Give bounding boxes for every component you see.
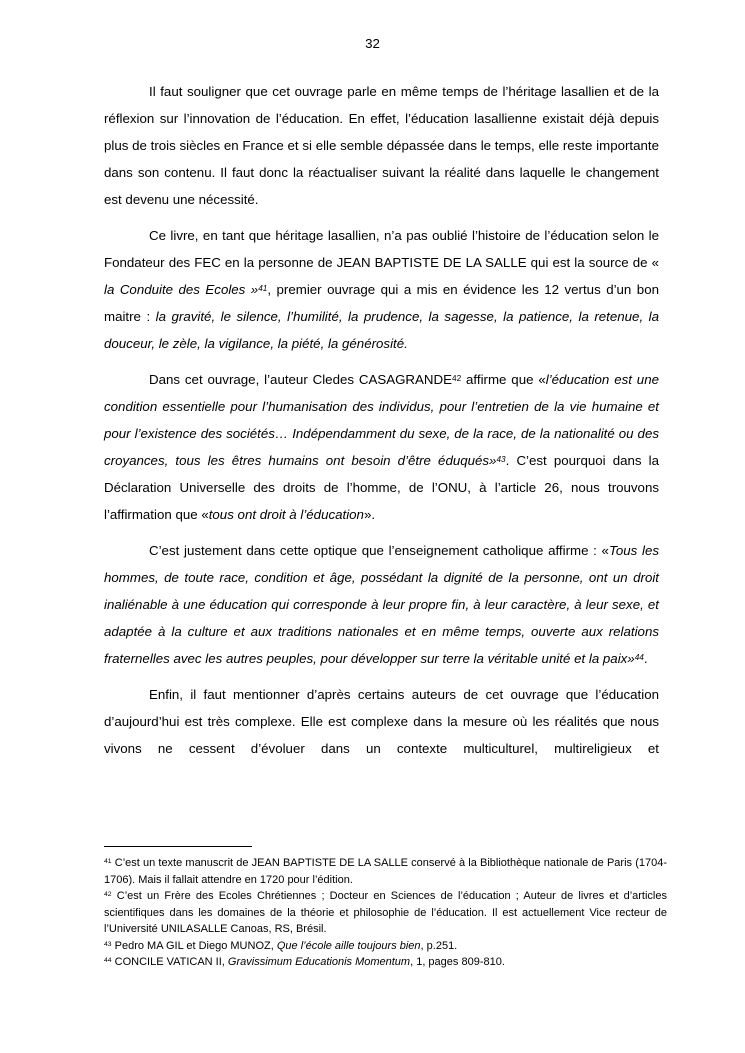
text-run: CONCILE VATICAN II, (111, 956, 228, 968)
footnote-43 (104, 938, 667, 955)
footnote-44 (104, 954, 667, 971)
text-run: Pedro MA GIL et Diego MUNOZ, (111, 939, 277, 952)
text-run-italic: Que l’école aille toujours bien (276, 939, 421, 952)
footnote-41 (104, 855, 667, 888)
text-run: affirme que « (461, 372, 546, 387)
paragraph-3 (104, 366, 659, 528)
text-run-italic: Gravissimum Educationis Momentum (227, 956, 411, 968)
text-run: Enfin, il faut mentionner d’après certains auteurs de cet ouvrage que l’éducation d’aujourd’hui est très complexe. Elle est complexe dans la mesure où les réalités que nous vivons ne cessent d’évoluer dans un contexte multiculturel, multireligieux et (104, 687, 659, 756)
footnote-marker: 44 (104, 957, 112, 965)
paragraph-4 (104, 537, 659, 672)
text-run-italic: la Conduite des Ecoles » (104, 282, 259, 297)
paragraph-2 (104, 222, 659, 357)
text-run: C’est un texte manuscrit de JEAN BAPTISTE DE LA SALLE conservé à la Bibliothèque nationale de Paris (1704-1706). Mais il fallait attendre en 1720 pour l’édition. (104, 857, 667, 886)
text-run: . (643, 651, 648, 666)
text-run: Dans cet ouvrage, l’auteur Cledes CASAGRANDE (149, 372, 452, 387)
footnote-ref-42: 42 (451, 373, 462, 383)
text-run-italic: l’éducation est une condition essentielle pour l’humanisation des individus, pour l’entretien de la vie humaine et pour l’existence des sociétés… Indépendamment du sexe, de la race, de la nationalité ou des croyances, tous les êtres humains ont besoin d’être éduqués» (104, 372, 659, 468)
text-run-italic: la gravité, le silence, l’humilité, la prudence, la sagesse, la patience, la retenue, la douceur, le zèle, la vigilance, la piété, la générosité. (104, 309, 660, 351)
text-run: C’est justement dans cette optique que l’enseignement catholique affirme : « (149, 543, 609, 558)
text-run: , premier ouvrage qui a mis en évidence les 12 vertus d’un bon maitre : (104, 282, 659, 324)
text-run-italic: tous ont droit à l’éducation (208, 507, 364, 522)
text-run: Ce livre, en tant que héritage lasallien, n’a pas oublié l’histoire de l’éducation selon le Fondateur des FEC en la personne de JEAN BAPTISTE DE LA SALLE qui est la source de « (104, 228, 659, 270)
text-run: , 1, pages 809-810. (410, 956, 505, 968)
page-number: 32 (365, 36, 380, 51)
text-run: C’est un Frère des Ecoles Chrétiennes ; Docteur en Sciences de l’éducation ; Auteur de livres et d’articles scientifiques dans les domaines de la théorie et philosophie de l’éducation. Il est actuellement Vice recteur de l’Université UNILASALLE Canoas, RS, Brésil. (104, 890, 667, 935)
footnote-area (104, 846, 667, 971)
footnote-ref-43: 43 (496, 454, 506, 464)
text-run-italic: Tous les hommes, de toute race, condition et âge, possédant la dignité de la personne, ont un droit inaliénable à une éducation qui corresponde à leur propre fin, à leur caractère, à leur sexe, et adaptée à la culture et aux traditions nationales et en même temps, ouverte aux relations fraternelles avec les autres peuples, pour développer sur terre la véritable unité et la paix» (104, 543, 659, 666)
text-run: ». (363, 507, 376, 522)
paragraph-5 (104, 681, 659, 762)
footnote-ref-41: 41 (258, 283, 268, 293)
paragraph-1 (104, 78, 659, 213)
footnote-42 (104, 888, 667, 938)
text-run: Il faut souligner que cet ouvrage parle en même temps de l’héritage lasallien et de la réflexion sur l’innovation de l’éducation. En effet, l’éducation lasallienne existait déjà depuis plus de trois siècles en France et si elle semble dépassée dans le temps, elle reste importante dans son contenu. Il faut donc la réactualiser suivant la réalité dans laquelle le changement est devenu une nécessité. (104, 84, 659, 207)
footnote-marker: 41 (104, 858, 112, 866)
footnote-ref-44: 44 (634, 652, 644, 662)
footnote-marker: 43 (104, 940, 112, 948)
text-run: , p.251. (420, 939, 458, 952)
text-run: . C’est pourquoi dans la Déclaration Universelle des droits de l’homme, de l’ONU, à l’article 26, nous trouvons l’affirmation que « (104, 453, 659, 522)
footnote-marker: 42 (104, 891, 112, 899)
footnote-separator (104, 846, 252, 847)
document-body (104, 78, 659, 771)
